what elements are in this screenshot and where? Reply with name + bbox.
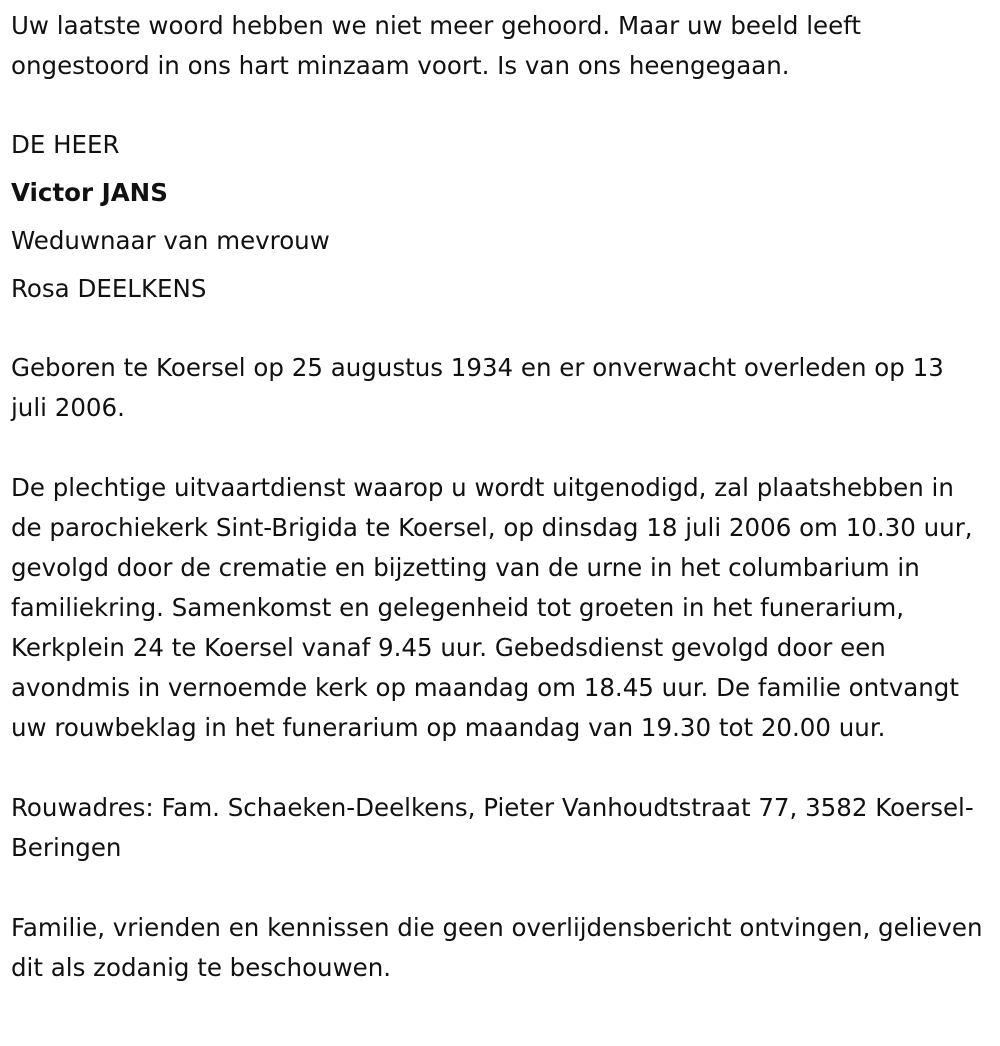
birth-death-paragraph: Geboren te Koersel op 25 augustus 1934 en er onverwacht overleden op 13 juli 2006. — [11, 353, 944, 422]
spacer — [11, 868, 986, 908]
honorific-title: DE HEER — [11, 130, 120, 159]
spacer — [11, 748, 986, 788]
closing-paragraph: Familie, vrienden en kennissen die geen overlijdensbericht ontvingen, gelieven dit als zodanig te beschouwen. — [11, 913, 983, 982]
spacer — [11, 86, 986, 126]
spouse-name: Rosa DEELKENS — [11, 274, 207, 303]
funeral-details-paragraph: De plechtige uitvaartdienst waarop u wordt uitgenodigd, zal plaatshebben in de parochiekerk Sint-Brigida te Koersel, op dinsdag 18 juli 2006 om 10.30 uur, gevolgd door de crematie en bijzetting van de urne in het columbarium in familiekring. Samenkomst en gelegenheid tot groeten in het funerarium, Kerkplein 24 te Koersel vanaf 9.45 uur. Gebedsdienst gevolgd door een avondmis in vernoemde kerk op maandag om 18.45 uur. De familie ontvangt uw rouwbeklag in het funerarium op maandag van 19.30 tot 20.00 uur. — [11, 473, 973, 742]
spacer — [11, 428, 986, 468]
intro-paragraph: Uw laatste woord hebben we niet meer gehoord. Maar uw beeld leeft ongestoord in ons hart minzaam voort. Is van ons heengegaan. — [11, 11, 861, 80]
spacer — [11, 308, 986, 348]
widower-line: Weduwnaar van mevrouw — [11, 226, 330, 255]
deceased-name: Victor JANS — [11, 178, 168, 207]
death-notice — [11, 6, 986, 988]
mourning-address: Rouwadres: Fam. Schaeken-Deelkens, Pieter Vanhoudtstraat 77, 3582 Koersel-Beringen — [11, 793, 974, 862]
name-block — [11, 121, 986, 313]
